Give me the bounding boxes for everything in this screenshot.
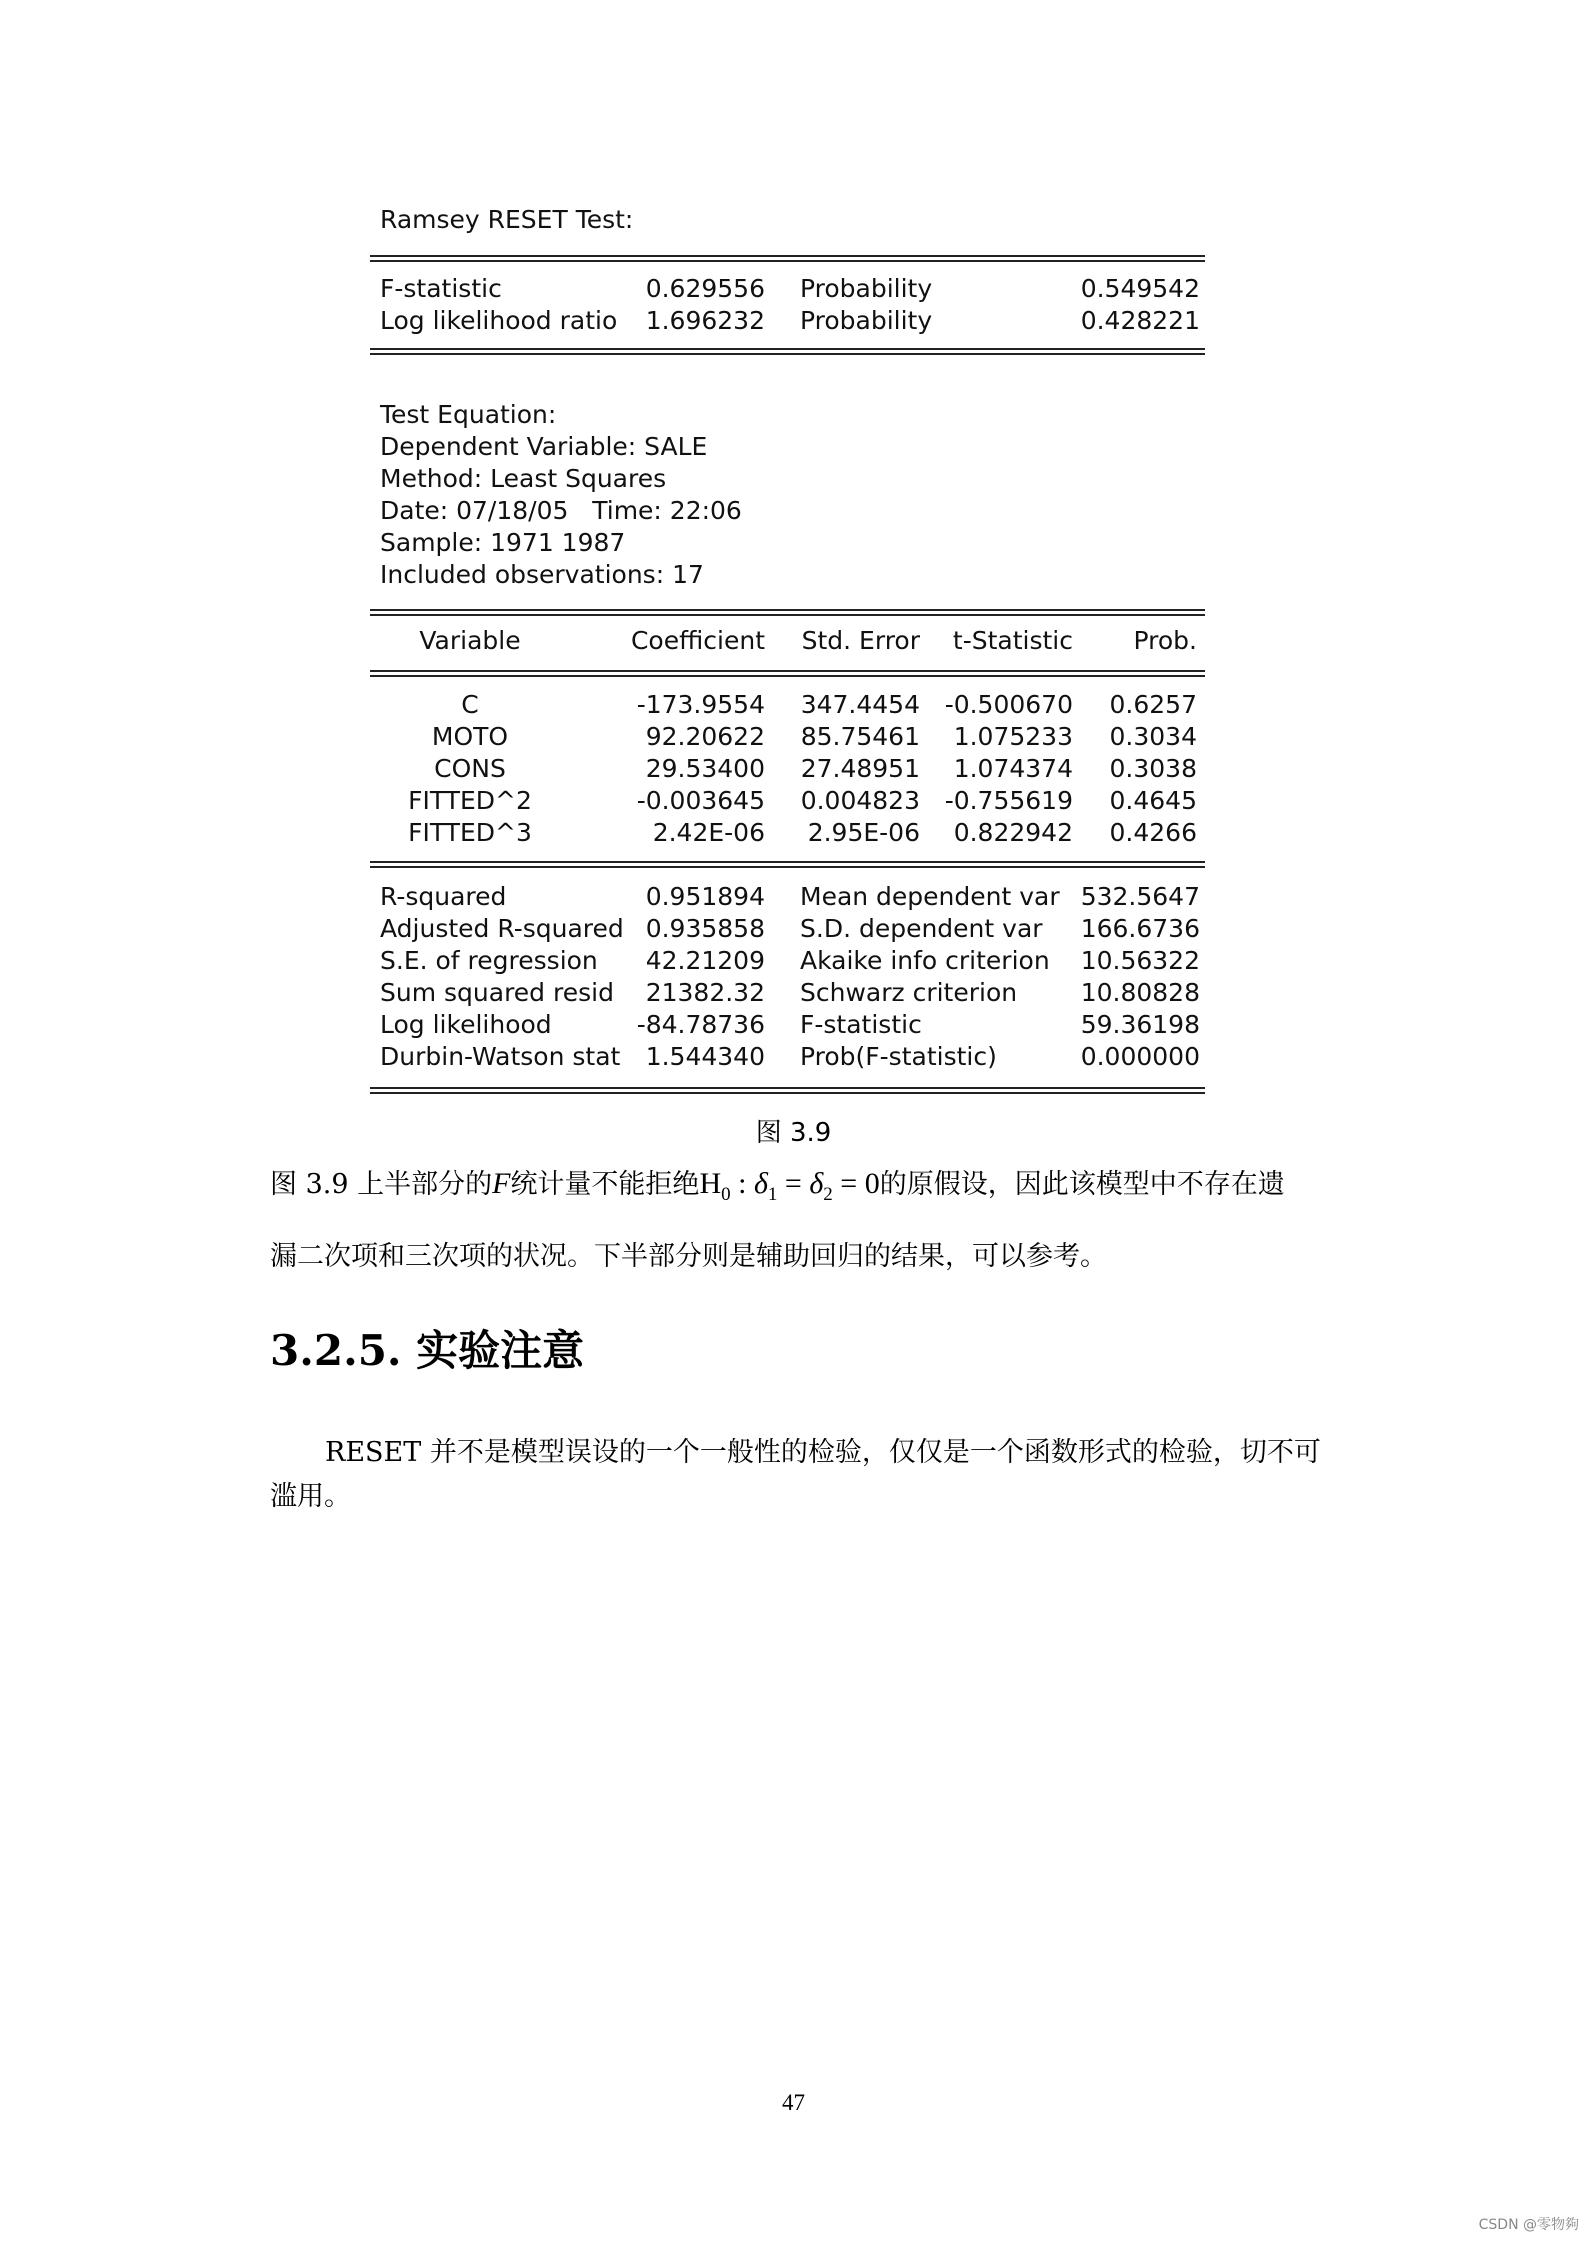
reset-stat-value: 0.629556 [645,274,765,303]
t-statistic: -0.500670 [944,690,1073,719]
coefficient: -0.003645 [636,786,765,815]
coefficient: -173.9554 [636,690,765,719]
paragraph-text: 图 3.9 上半部分的 [270,1169,493,1200]
stat-label: Mean dependent var [800,882,1060,911]
std-error: 85.75461 [800,722,920,751]
delta2-subscript: 2 [823,1184,833,1205]
col-header: t-Statistic [952,626,1073,655]
col-header: Coefficient [630,626,765,655]
reset-prob-label: Probability [800,274,933,303]
stat-label: Durbin-Watson stat [380,1042,621,1071]
reset-test-title: Ramsey RESET Test: [380,205,634,234]
hypothesis-formula [699,1167,880,1205]
stat-value: 532.5647 [1080,882,1200,911]
f-symbol: F [492,1167,511,1200]
reset-prob-label: Probability [800,306,933,335]
prob: 0.3034 [1109,722,1197,751]
info-line: Included observations: 17 [380,560,704,589]
delta1-subscript: 1 [767,1184,778,1205]
coefficient: 29.53400 [645,754,765,783]
stat-value: 10.80828 [1080,978,1200,1007]
zero-value: = 0 [832,1167,880,1200]
stat-label: Log likelihood [380,1010,552,1039]
reset-prob-value: 0.428221 [1080,306,1200,335]
reset-stat-value: 1.696232 [645,306,765,335]
info-line: Sample: 1971 1987 [380,528,626,557]
delta-symbol: δ [809,1167,824,1200]
stat-value: 10.56322 [1080,946,1200,975]
stat-label: F-statistic [800,1010,922,1039]
t-statistic: -0.755619 [944,786,1073,815]
col-header: Variable [419,626,521,655]
info-line: Dependent Variable: SALE [380,432,708,461]
info-line: Date: 07/18/05 Time: 22:06 [380,496,742,525]
stat-value: 59.36198 [1080,1010,1200,1039]
reset-stat-label: F-statistic [380,274,502,303]
coefficient: 92.20622 [645,722,765,751]
table-rule [370,670,1205,677]
colon-symbol: : [730,1167,754,1200]
variable-name: CONS [434,754,506,783]
paragraph-1-line2: 漏二次项和三次项的状况。下半部分则是辅助回归的结果，可以参考。 [270,1241,1107,1272]
prob: 0.4645 [1109,786,1197,815]
table-rule [370,609,1205,616]
table-rule [370,255,1205,262]
stat-label: R-squared [380,882,507,911]
t-statistic: 0.822942 [953,818,1073,847]
variable-name: MOTO [431,722,509,751]
paragraph-2-line1: RESET 并不是模型误设的一个一般性的检验，仅仅是一个函数形式的检验，切不可 [325,1437,1321,1468]
variable-name: FITTED^3 [408,818,532,847]
std-error: 347.4454 [800,690,920,719]
watermark: CSDN @零物夠 [1478,2217,1579,2233]
table-rule [370,1087,1205,1094]
section-heading: 3.2.5. 实验注意 [270,1326,585,1375]
stat-value: 42.21209 [645,946,765,975]
col-header: Std. Error [801,626,920,655]
math-f [492,1167,510,1200]
stat-value: 166.6736 [1080,914,1200,943]
t-statistic: 1.074374 [953,754,1073,783]
paragraph-2-line2: 滥用。 [270,1481,351,1512]
stat-value: 21382.32 [645,978,765,1007]
stat-label: Prob(F-statistic) [800,1042,997,1071]
coefficient: 2.42E-06 [652,818,765,847]
table-rule [370,861,1205,868]
stat-value: 1.544340 [645,1042,765,1071]
variable-name: C [461,690,479,719]
col-header: Prob. [1133,626,1197,655]
t-statistic: 1.075233 [953,722,1073,751]
stat-label: Adjusted R-squared [380,914,624,943]
stat-label: S.E. of regression [380,946,598,975]
std-error: 27.48951 [800,754,920,783]
stat-label: Schwarz criterion [800,978,1018,1007]
paragraph-1 [270,1164,1360,1215]
stat-label: Akaike info criterion [800,946,1050,975]
table-rule [370,348,1205,355]
stat-label: S.D. dependent var [800,914,1043,943]
h-symbol: H [699,1167,722,1200]
reset-stat-label: Log likelihood ratio [380,306,618,335]
delta-symbol: δ [753,1167,768,1200]
stat-label: Sum squared resid [380,978,614,1007]
stat-value: 0.000000 [1080,1042,1200,1071]
stat-value: -84.78736 [636,1010,765,1039]
figure-caption: 图 3.9 [755,1118,832,1148]
variable-name: FITTED^2 [408,786,532,815]
stat-value: 0.951894 [645,882,765,911]
paragraph-text: 的原假设，因此该模型中不存在遗 [879,1169,1285,1200]
std-error: 0.004823 [800,786,920,815]
paragraph-text: 统计量不能拒绝 [510,1169,700,1200]
equals-symbol: = [777,1167,810,1200]
reset-prob-value: 0.549542 [1080,274,1200,303]
std-error: 2.95E-06 [807,818,920,847]
prob: 0.3038 [1109,754,1197,783]
page-number: 47 [782,2090,805,2115]
stat-value: 0.935858 [645,914,765,943]
h-subscript: 0 [721,1184,731,1205]
info-line: Method: Least Squares [380,464,667,493]
info-line: Test Equation: [380,400,557,429]
prob: 0.6257 [1109,690,1197,719]
prob: 0.4266 [1109,818,1197,847]
